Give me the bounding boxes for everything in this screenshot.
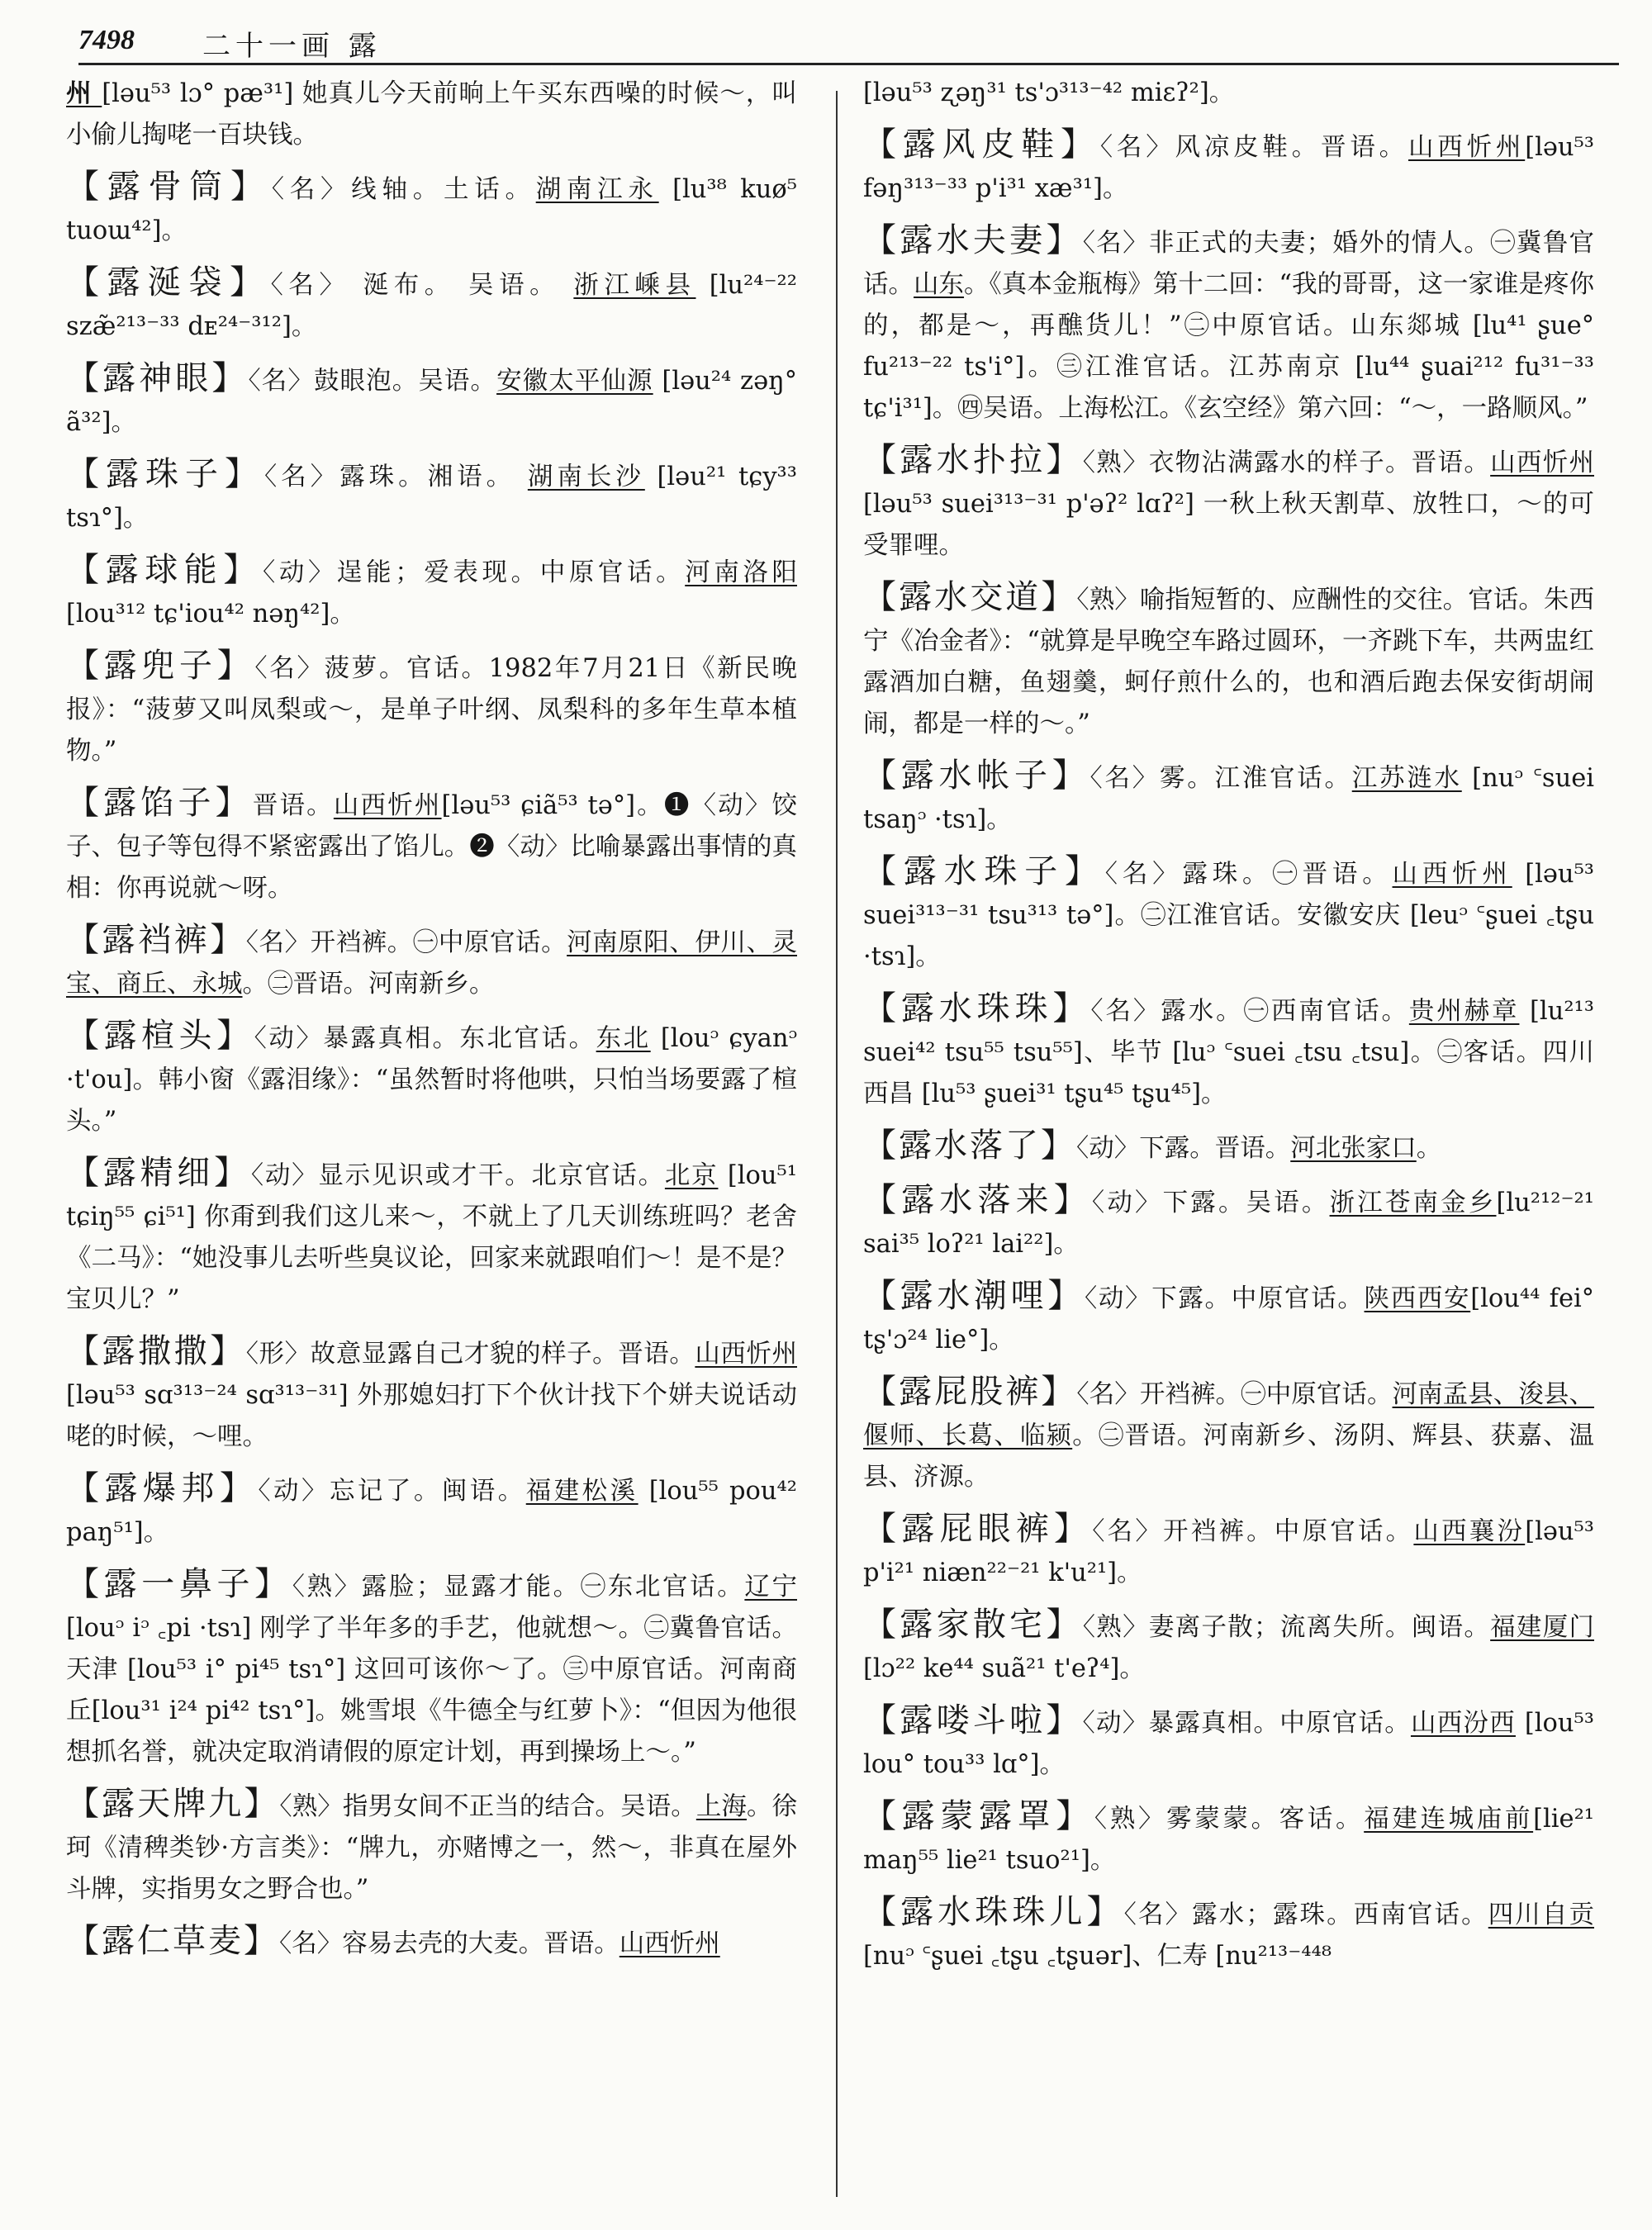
dictionary-entry (66, 1468, 797, 1554)
entry-definition: 〈动〉显示见识或才干。北京官话。 (250, 1161, 665, 1190)
dictionary-entry (863, 1604, 1594, 1690)
headword: 【露仁草麦】 (66, 1922, 279, 1960)
headword: 【露球能】 (66, 551, 263, 589)
place-name: 山东 (914, 270, 965, 299)
place-name: 福建连城庙前 (1364, 1805, 1534, 1834)
place-name: 山西忻州 (695, 1340, 797, 1369)
entry-rest: 。㊁晋语。河南新乡、汤阴、辉县、获嘉、温县、济源。 (863, 1421, 1594, 1492)
dictionary-entry (66, 1563, 797, 1773)
dictionary-entry (66, 358, 797, 444)
entry-definition: 〈动〉下露。晋语。 (1076, 1134, 1291, 1163)
entry-body: [ləu⁵³ lɔ° pæ³¹] 她真儿今天前晌上午买东西噪的时候～，叫小偷儿掏咾一百块钱。 (66, 79, 797, 149)
entry-definition: 〈熟〉雾蒙蒙。客话。 (1094, 1805, 1365, 1834)
place-name: 贵州赫章 (1408, 997, 1520, 1026)
entry-rest: [lɔ²² ke⁴⁴ suã²¹ t'eʔ⁴]。 (863, 1654, 1145, 1683)
dictionary-entry (863, 1371, 1594, 1498)
dictionary-entry (863, 755, 1594, 841)
headword: 【露兜子】 (66, 647, 255, 685)
entry-definition: 〈名〉容易去壳的大麦。晋语。 (279, 1929, 620, 1958)
headword: 【露喽斗啦】 (863, 1701, 1083, 1739)
entry-rest: [ləu⁵³ p'i²¹ niæn²²⁻²¹ k'u²¹]。 (863, 1517, 1594, 1587)
entry-rest: [lie²¹ maŋ⁵⁵ lie²¹ tsuo²¹]。 (863, 1805, 1594, 1875)
headword: 【露水潮哩】 (863, 1277, 1085, 1315)
dictionary-entry (863, 1700, 1594, 1786)
headword: 【露珠子】 (66, 455, 264, 493)
headword: 【露一鼻子】 (66, 1565, 292, 1603)
place-name: 辽宁 (744, 1573, 797, 1601)
entry-definition: 〈名〉开裆裤。㊀中原官话。 (245, 928, 567, 957)
entry-definition: 〈名〉 涎布。 吴语。 (270, 271, 574, 300)
entry-rest: [nuᵓ ꜂ʂuei ꜀tʂu ꜀tʂuər]、仁寿 [nu²¹³⁻⁴⁴⁸ (863, 1942, 1332, 1971)
entry-rest: [lou⁵¹ tɕiŋ⁵⁵ ɕi⁵¹] 你甭到我们这儿来～，不就上了几天训练班吗？老舍《二马》：“她没事儿去听些臭议论，回家来就跟咱们～！是不是？宝贝儿？” (66, 1161, 797, 1314)
column-divider (836, 91, 838, 2197)
entry-definition: 〈形〉故意显露自己才貌的样子。晋语。 (245, 1340, 695, 1369)
headword: 【露精细】 (66, 1154, 251, 1192)
dictionary-entry (66, 166, 797, 252)
entry-rest: [ləu⁵³ ɕiã⁵³ tə°]。❶〈动〉饺子、包子等包得不紧密露出了馅儿。❷〈动〉比喻暴露出事情的真相：你再说就～呀。 (66, 791, 797, 903)
headword: 【露水落来】 (863, 1181, 1092, 1219)
place-name: 山西忻州 (333, 791, 442, 820)
place-name: 山西汾西 (1410, 1709, 1516, 1738)
entry-definition: 〈名〉鼓眼泡。吴语。 (248, 367, 497, 396)
entry-definition: 〈名〉露水；露珠。西南官话。 (1123, 1900, 1488, 1929)
entry-rest: [lu²⁴⁻²² szæ̃²¹³⁻³³ dᴇ²⁴⁻³¹²]。 (66, 271, 797, 341)
entry-definition: 〈名〉菠萝。官话。1982年7月21日《新民晚报》：“菠萝又叫凤梨或～，是单子叶纲、凤梨科的多年生草本植物。” (66, 654, 797, 766)
dictionary-entry (863, 1891, 1594, 1977)
place-name: 湖南江永 (535, 175, 659, 204)
dictionary-entry (66, 262, 797, 348)
entry-definition: 〈熟〉喻指短暂的、应酬性的交往。官话。朱西宁《冶金者》：“就算是早晚空车路过圆环，一齐跳下车，共两盅红露酒加白糖，鱼翅羹，蚵仔煎什么的，也和酒后跑去保安街胡闹闹，都是一样的～。” (863, 586, 1594, 738)
entry-rest: [louᵓ iᵓ ꜀pi ·tsɿ] 刚学了半年多的手艺，他就想～。㊁冀鲁官话。天津 [lou⁵³ i° pi⁴⁵ tsɿ°] 这回可该你～了。㊂中原官话。河南商丘[lou³¹ i²⁴ pi⁴² tsɿ°]。姚雪垠《牛德全与红萝卜》：“但因为他很想抓名誉，就决定取消请假的原定计划，再到操场上～。” (66, 1614, 797, 1767)
entry-rest: [lu²¹²⁻²¹ sai³⁵ loʔ²¹ lai²²]。 (863, 1189, 1594, 1259)
entry-rest: [ləu⁵³ suei³¹³⁻³¹ p'əʔ² lɑʔ²] 一秋上秋天割草、放牲口，～的可受罪哩。 (863, 490, 1594, 560)
place-name: 福建松溪 (525, 1477, 638, 1506)
entry-definition: 〈熟〉露脸；显露才能。㊀东北官话。 (292, 1573, 745, 1601)
headword: 【露风皮鞋】 (863, 126, 1100, 164)
headword: 【露蒙露罩】 (863, 1797, 1094, 1835)
place-name: 浙江苍南金乡 (1329, 1189, 1497, 1217)
dictionary-entry (66, 645, 797, 772)
left-column (66, 73, 797, 2212)
headword: 【露水珠子】 (863, 852, 1105, 890)
place-name: 河南孟县、浚县、偃师、长葛、临颍 (863, 1380, 1594, 1450)
continued-entry (863, 73, 1594, 114)
place-name: 江苏涟水 (1351, 764, 1462, 793)
dictionary-entry (66, 549, 797, 635)
entry-rest: [lou³¹² tɕ'iou⁴² nəŋ⁴²]。 (66, 600, 355, 629)
entry-rest: 。 (1416, 1134, 1442, 1163)
right-column (863, 73, 1594, 2212)
headword: 【露神眼】 (66, 359, 249, 397)
dictionary-entry (863, 439, 1594, 567)
place-name: 东北 (596, 1024, 651, 1053)
entry-definition: 〈名〉风凉皮鞋。晋语。 (1099, 133, 1408, 162)
dictionary-entry (863, 220, 1594, 429)
dictionary-entry (863, 1796, 1594, 1881)
headword: 【露骨筒】 (66, 168, 272, 206)
entry-definition: 〈熟〉指男女间不正当的结合。吴语。 (279, 1792, 696, 1821)
entry-definition: 〈名〉开裆裤。中原官话。 (1092, 1517, 1414, 1546)
place-name: 浙江嵊县 (573, 271, 696, 300)
headword: 【露屁眼裤】 (863, 1510, 1093, 1548)
dictionary-entry (66, 453, 797, 539)
entry-rest: [ləu²⁴ zəŋ° ã³²]。 (66, 367, 797, 437)
entry-rest: [ləu⁵³ sɑ³¹³⁻²⁴ sɑ³¹³⁻³¹] 外那媳妇打下个伙计找下个姘夫说话动咾的时候，～哩。 (66, 1381, 797, 1451)
dictionary-entry (66, 1920, 797, 1965)
dictionary-entry (863, 1125, 1594, 1170)
dictionary-entry (863, 124, 1594, 210)
entry-definition: 〈动〉忘记了。闽语。 (258, 1477, 526, 1506)
place-name: 北京 (664, 1161, 719, 1190)
place-name: 山西忻州 (1392, 860, 1512, 889)
page-number: 7498 (78, 25, 135, 55)
dictionary-entry (863, 1275, 1594, 1361)
headword: 【露水夫妻】 (863, 221, 1083, 259)
headword: 【露屁股裤】 (863, 1373, 1077, 1411)
page-header (78, 23, 1619, 65)
entry-rest: [nuᵓ ꜂suei tsaŋᵓ ·tsɿ]。 (863, 764, 1594, 834)
place-name: 上海 (695, 1792, 747, 1821)
entry-definition: 〈熟〉妻离子散；流离失所。闽语。 (1082, 1613, 1491, 1642)
headword: 【露水珠珠】 (863, 989, 1091, 1027)
dictionary-entry (863, 988, 1594, 1115)
place-name: 四川自贡 (1488, 1900, 1594, 1929)
entry-rest: 。徐珂《清稗类钞·方言类》：“牌九，亦赌博之一，然～，非真在屋外斗牌，实指男女之野合也。” (66, 1792, 797, 1904)
headword: 【露馅子】 (66, 784, 253, 822)
headword: 【露楦头】 (66, 1017, 254, 1055)
headword: 【露水交道】 (863, 578, 1077, 616)
entry-definition: 〈动〉暴露真相。中原官话。 (1082, 1709, 1411, 1738)
entry-rest: 。㊁晋语。河南新乡。 (242, 970, 495, 999)
headword: 【露天牌九】 (66, 1785, 280, 1823)
continued-entry (66, 73, 797, 156)
entry-definition: 〈动〉下露。中原官话。 (1084, 1284, 1365, 1313)
entry-definition: 〈名〉线轴。土话。 (271, 175, 536, 204)
place-name: 山西忻州 (619, 1929, 720, 1958)
entry-rest: [ləu⁵³ suei³¹³⁻³¹ tsu³¹³ tə°]。㊁江淮官话。安徽安庆 [leuᵓ ꜂ʂuei ꜀tʂu ·tsɿ]。 (863, 860, 1594, 971)
entry-definition: 〈熟〉衣物沾满露水的样子。晋语。 (1082, 448, 1491, 477)
entry-rest: [lou⁵³ lou° tou³³ lɑ°]。 (863, 1709, 1594, 1779)
entry-rest: [lu²¹³ suei⁴² tsu⁵⁵ tsu⁵⁵]、毕节 [luᵓ ꜂suei ꜀tsu ꜀tsu]。㊁客话。四川西昌 [lu⁵³ ʂuei³¹ tʂu⁴⁵ tʂu⁴⁵]。 (863, 997, 1594, 1108)
entry-definition: 〈名〉雾。江淮官话。 (1089, 764, 1352, 793)
entry-definition: 〈名〉露珠。㊀晋语。 (1104, 860, 1393, 889)
place-name: 州 (66, 78, 102, 108)
entry-definition: 〈动〉下露。吴语。 (1091, 1189, 1330, 1217)
headword: 【露水珠珠儿】 (863, 1893, 1124, 1931)
place-name: 安徽太平仙源 (496, 367, 653, 396)
place-name: 河南洛阳 (685, 558, 797, 587)
running-title: 二十一画 露 (202, 30, 382, 63)
place-name: 河北张家口 (1290, 1134, 1417, 1163)
place-name: 陕西西安 (1364, 1284, 1471, 1313)
entry-rest: [ləu²¹ tɕy³³ tsɿ°]。 (66, 463, 797, 533)
headword: 【露水帐子】 (863, 757, 1090, 795)
place-name: 山西襄汾 (1413, 1517, 1526, 1546)
entry-definition: 〈动〉暴露真相。东北官话。 (254, 1024, 596, 1053)
place-name: 福建厦门 (1490, 1613, 1594, 1642)
dictionary-entry (66, 1015, 797, 1142)
place-name: 山西忻州 (1490, 448, 1594, 477)
place-name: 山西忻州 (1408, 133, 1526, 162)
headword: 【露家散宅】 (863, 1606, 1083, 1644)
place-name: 河南原阳、伊川、灵宝、商丘、永城 (66, 928, 797, 999)
dictionary-entry (863, 851, 1594, 978)
headword: 【露水落了】 (863, 1127, 1076, 1165)
dictionary-entry (863, 576, 1594, 745)
entry-rest: [lou⁴⁴ fei° tʂ'ɔ²⁴ lie°]。 (863, 1284, 1594, 1355)
dictionary-entry (66, 919, 797, 1005)
entry-definition: 晋语。 (252, 791, 334, 820)
dictionary-entry (66, 1783, 797, 1910)
dictionary-entry (863, 1179, 1594, 1265)
entry-rest: 。《真本金瓶梅》第十二回：“我的哥哥，这一家谁是疼你的，都是～，再醮货儿！”㊁中原官话。山东郯城 [lu⁴¹ ʂue° fu²¹³⁻²² ts'i°]。㊂江淮官话。江苏南京 [lu⁴⁴ ʂuai²¹² fu³¹⁻³³ tɕ'i³¹]。㊃吴语。上海松江。《玄空经》第六回：“～，一路顺风。” (863, 270, 1594, 423)
entry-definition: 〈名〉非正式的夫妻；婚外的情人。㊀冀鲁官话。 (863, 229, 1594, 299)
dictionary-entry (66, 782, 797, 909)
place-name: 湖南长沙 (527, 463, 645, 491)
entry-rest: [lu³⁸ kuø⁵ tuoɯ⁴²]。 (66, 175, 797, 245)
entry-rest: [louᵓ ɕyanᵓ ·t'ou]。韩小窗《露泪缘》：“虽然暂时将他哄，只怕当场要露了楦头。” (66, 1024, 797, 1136)
headword: 【露爆邦】 (66, 1469, 259, 1507)
entry-definition: 〈动〉逞能；爱表现。中原官话。 (263, 558, 686, 587)
headword: 【露水扑拉】 (863, 441, 1083, 479)
headword: 【露撒撒】 (66, 1332, 246, 1370)
entry-body: [ləu⁵³ ʐəŋ³¹ ts'ɔ³¹³⁻⁴² miɛʔ²]。 (863, 78, 1235, 107)
entry-definition: 〈名〉开裆裤。㊀中原官话。 (1076, 1380, 1393, 1409)
dictionary-entry (66, 1152, 797, 1321)
headword: 【露涎袋】 (66, 263, 271, 301)
dictionary-entry (66, 1331, 797, 1458)
headword: 【露裆裤】 (66, 921, 246, 959)
entry-rest: [ləu⁵³ fəŋ³¹³⁻³³ p'i³¹ xæ³¹]。 (863, 133, 1594, 203)
dictionary-entry (863, 1508, 1594, 1594)
entry-rest: [lou⁵⁵ pou⁴² paŋ⁵¹]。 (66, 1477, 797, 1547)
entry-definition: 〈名〉露珠。湘语。 (263, 463, 528, 491)
entry-definition: 〈名〉露水。㊀西南官话。 (1090, 997, 1409, 1026)
